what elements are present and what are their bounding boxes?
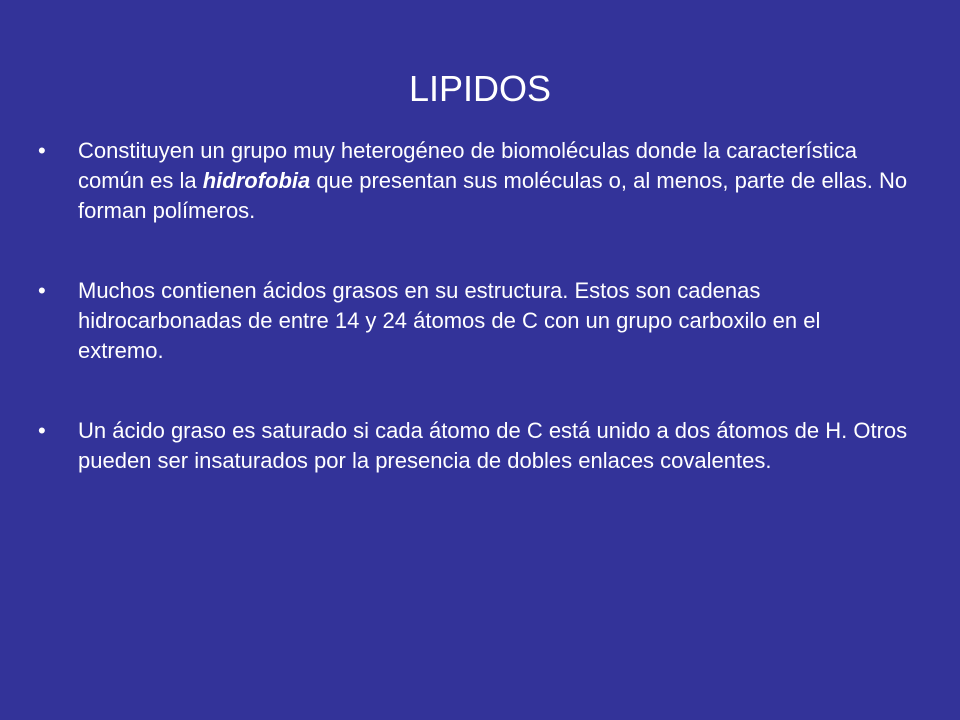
bullet-text	[78, 138, 907, 223]
slide-title: LIPIDOS	[408, 68, 552, 109]
bullet-marker: •	[38, 138, 46, 163]
bullet-text-before: Un ácido graso es saturado si cada átomo de C está unido a dos átomos de H. Otros pueden ser insaturados por la presencia de dobles enlaces covalentes.	[78, 418, 908, 473]
bullet-text-emphasis: hidrofobia	[202, 168, 311, 193]
bullet-text-after: que presentan sus moléculas o, al menos, parte de ellas. No forman polímeros.	[78, 168, 908, 223]
bullet-text	[78, 278, 820, 363]
bullet-item-2	[38, 276, 908, 366]
bullet-marker: •	[38, 278, 46, 303]
bullet-item-1	[38, 136, 908, 226]
bullet-text	[78, 418, 907, 473]
bullet-text-before: Muchos contienen ácidos grasos en su estructura. Estos son cadenas hidrocarbonadas de entre 14 y 24 átomos de C con un grupo carboxilo en el extremo.	[78, 278, 821, 363]
bullet-marker: •	[38, 418, 46, 443]
bullet-text-before: Constituyen un grupo muy heterogéneo de biomoléculas donde la característica común es la	[78, 138, 858, 193]
bullet-item-3	[38, 416, 908, 476]
bullet-list	[38, 136, 908, 526]
